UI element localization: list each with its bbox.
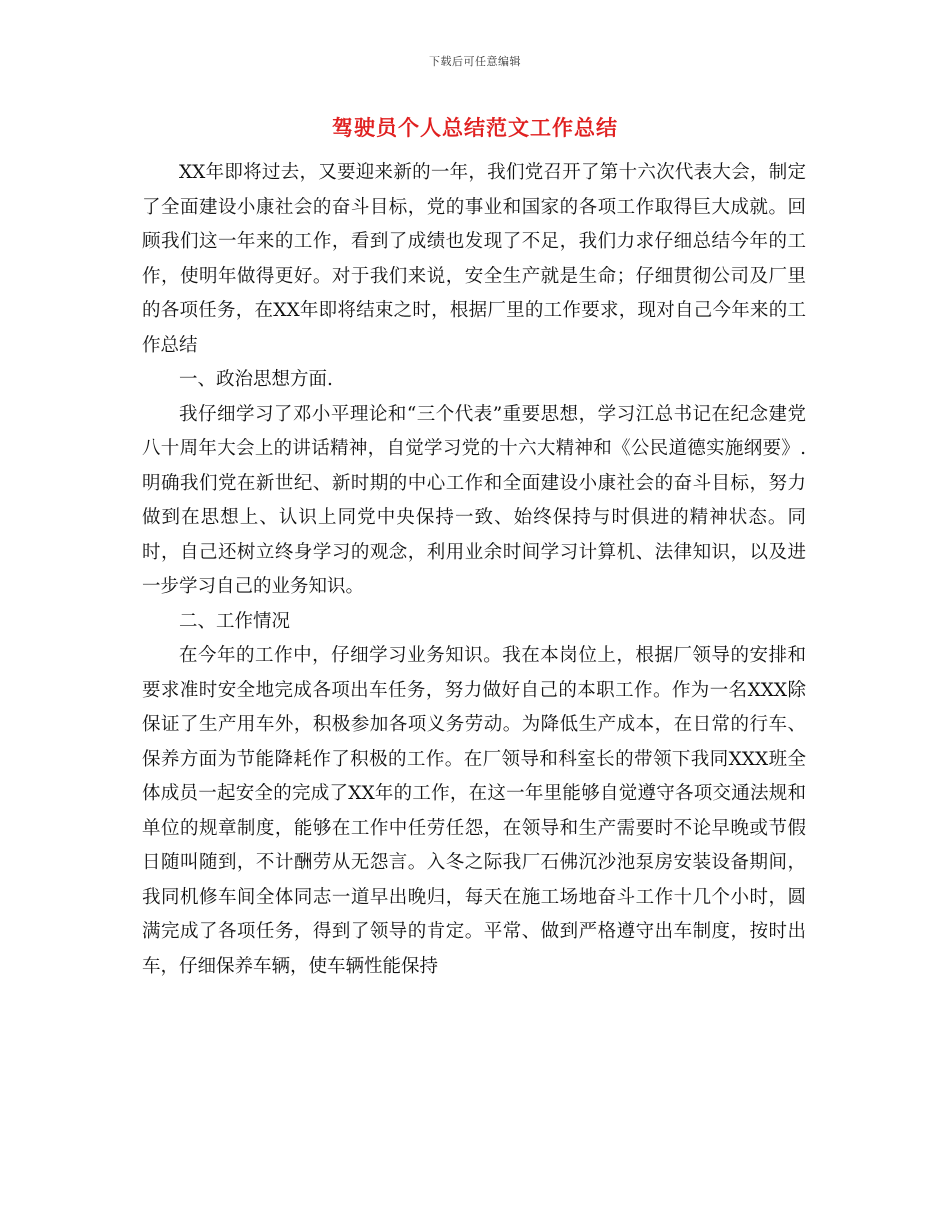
paragraph-political: 我仔细学习了邓小平理论和“三个代表”重要思想，学习江总书记在纪念建党八十周年大会上的讲话精神，自觉学习党的十六大精神和《公民道德实施纲要》.明确我们党在新世纪、新时期的中心工作和全面建设小康社会的奋斗目标，努力做到在思想上、认识上同党中央保持一致、始终保持与时俱进的精神状态。同时，自己还树立终身学习的观念，利用业余时间学习计算机、法律知识，以及进一步学习自己的业务知识。 — [142, 403, 806, 597]
paragraph-work: 在今年的工作中，仔细学习业务知识。我在本岗位上，根据厂领导的安排和要求准时安全地完成各项出车任务，努力做好自己的本职工作。作为一名XXX除保证了生产用车外，积极参加各项义务劳动。为降低生产成本，在日常的行车、保养方面为节能降耗作了积极的工作。在厂领导和科室长的带领下我同XXX班全体成员一起安全的完成了XX年的工作，在这一年里能够自觉遵守各项交通法规和单位的规章制度，能够在工作中任劳任怨，在领导和生产需要时不论早晚或节假日随叫随到，不计酬劳从无怨言。入冬之际我厂石佛沉沙池泵房安装设备期间，我同机修车间全体同志一道早出晚归，每天在施工场地奋斗工作十几个小时，圆满完成了各项任务，得到了领导的肯定。平常、做到严格遵守出车制度，按时出车，仔细保养车辆，使车辆性能保持 — [142, 645, 806, 977]
section-heading-political: 一、政治思想方面. — [179, 369, 333, 390]
paragraph-intro: XX年即将过去，又要迎来新的一年，我们党召开了第十六次代表大会，制定了全面建设小康社会的奋斗目标，党的事业和国家的各项工作取得巨大成就。回顾我们这一年来的工作，看到了成绩也发现了不足，我们力求仔细总结今年的工作，使明年做得更好。对于我们来说，安全生产就是生命；仔细贯彻公司及厂里的各项任务，在XX年即将结束之时，根据厂里的工作要求，现对自己今年来的工作总结 — [142, 162, 806, 356]
document-body — [142, 156, 806, 984]
document-title: 驾驶员个人总结范文工作总结 — [332, 115, 618, 140]
section-heading-work: 二、工作情况 — [179, 610, 291, 632]
header-note: 下载后可任意编辑 — [429, 55, 521, 68]
